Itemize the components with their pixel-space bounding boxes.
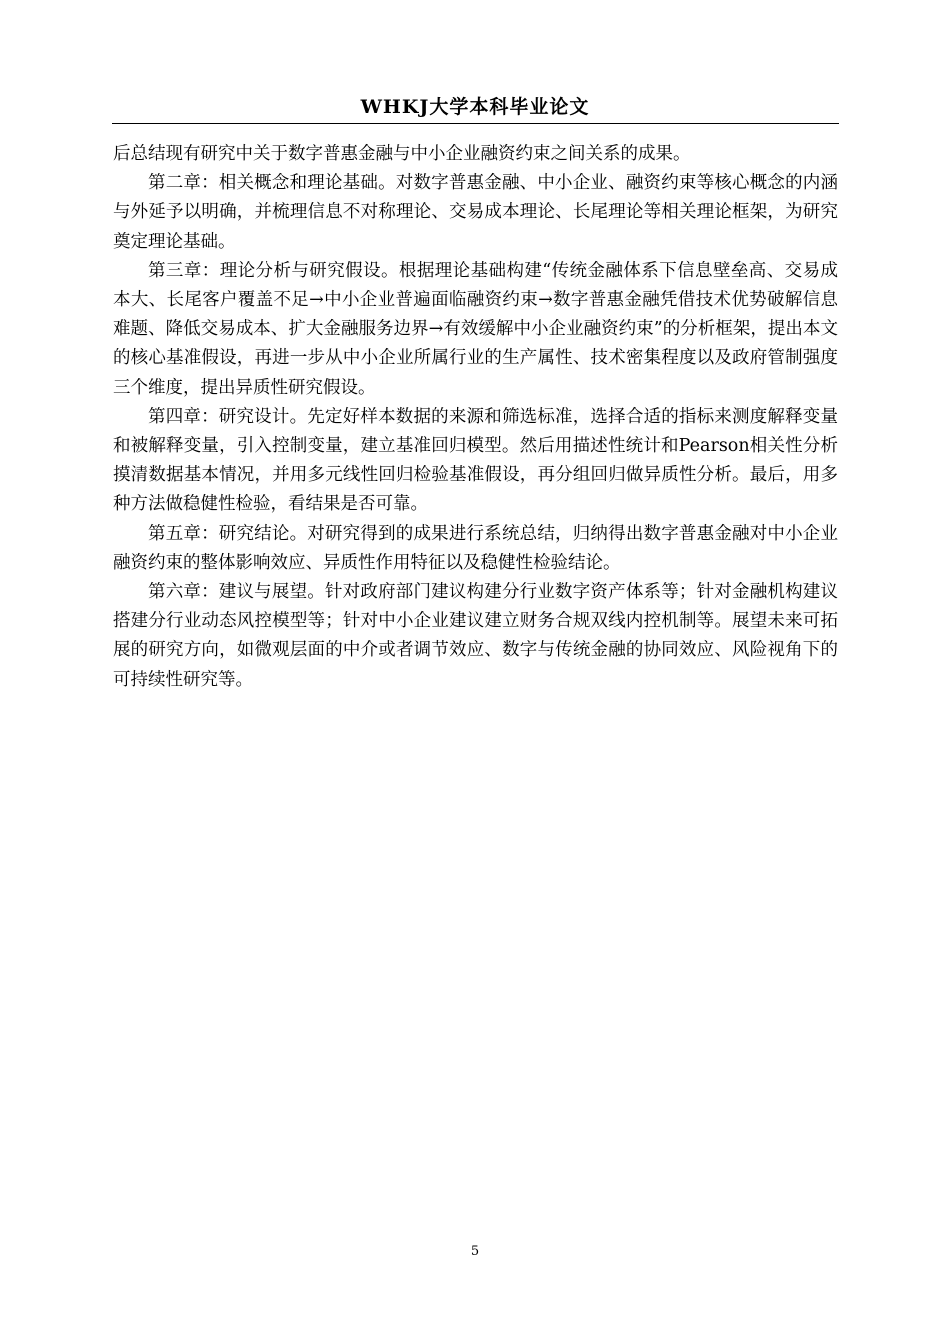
paragraph-chapter-5: 第五章：研究结论。对研究得到的成果进行系统总结，归纳得出数字普惠金融对中小企业融资约束的整体影响效应、异质性作用特征以及稳健性检验结论。 — [113, 523, 838, 573]
page-header-title: WHKJ大学本科毕业论文 — [360, 96, 590, 118]
paragraph-continuation: 后总结现有研究中关于数字普惠金融与中小企业融资约束之间关系的成果。 — [113, 144, 691, 164]
thesis-body — [113, 140, 838, 695]
paragraph-chapter-3: 第三章：理论分析与研究假设。根据理论基础构建“传统金融体系下信息壁垒高、交易成本大、长尾客户覆盖不足→中小企业普遍面临融资约束→数字普惠金融凭借技术优势破解信息难题、降低交易成本、扩大金融服务边界→有效缓解中小企业融资约束”的分析框架，提出本文的核心基准假设，再进一步从中小企业所属行业的生产属性、技术密集程度以及政府管制强度三个维度，提出异质性研究假设。 — [113, 260, 838, 398]
page-number: 5 — [470, 1244, 480, 1259]
header-divider — [112, 123, 839, 124]
paragraph-chapter-4: 第四章：研究设计。先定好样本数据的来源和筛选标准，选择合适的指标来测度解释变量和被解释变量，引入控制变量，建立基准回归模型。然后用描述性统计和Pearson相关性分析摸清数据基本情况，并用多元线性回归检验基准假设，再分组回归做异质性分析。最后，用多种方法做稳健性检验，看结果是否可靠。 — [113, 406, 838, 515]
paragraph-chapter-2: 第二章：相关概念和理论基础。对数字普惠金融、中小企业、融资约束等核心概念的内涵与外延予以明确，并梳理信息不对称理论、交易成本理论、长尾理论等相关理论框架，为研究奠定理论基础。 — [113, 173, 838, 252]
paragraph-chapter-6: 第六章：建议与展望。针对政府部门建议构建分行业数字资产体系等；针对金融机构建议搭建分行业动态风控模型等；针对中小企业建议建立财务合规双线内控机制等。展望未来可拓展的研究方向，如微观层面的中介或者调节效应、数字与传统金融的协同效应、风险视角下的可持续性研究等。 — [113, 582, 838, 690]
